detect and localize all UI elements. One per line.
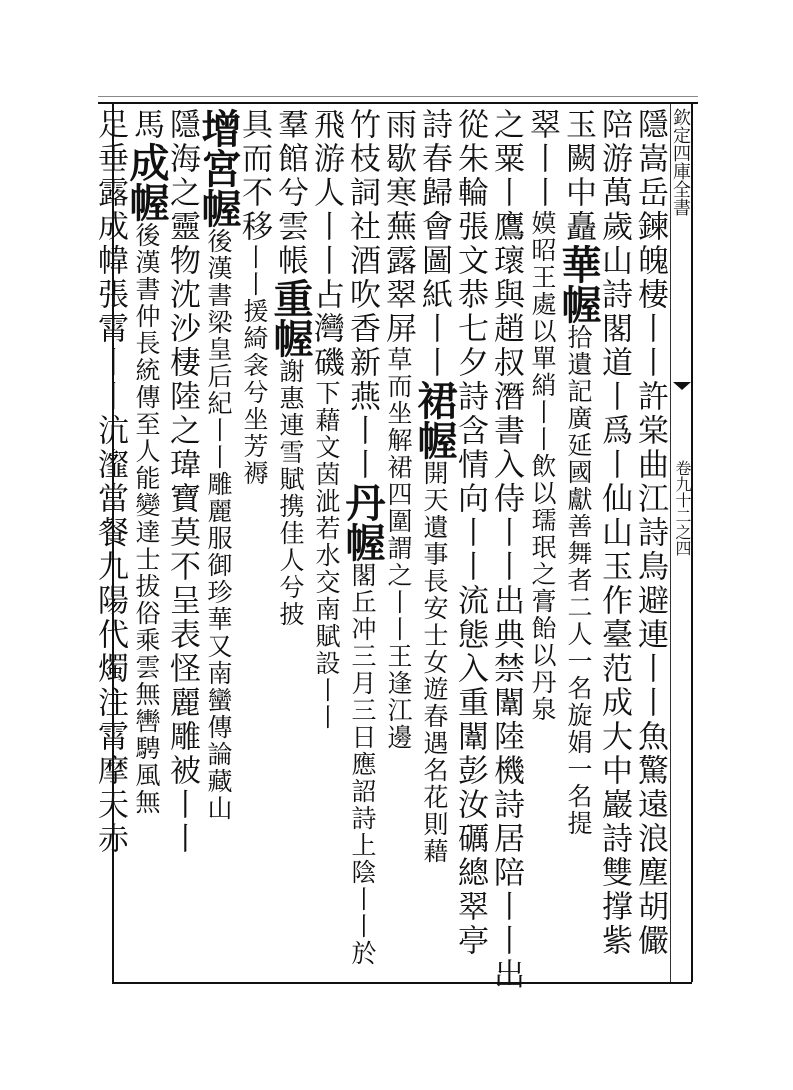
text-column [267, 108, 314, 978]
column-annotation: 謝惠連雪賦携佳人兮披 [276, 358, 305, 628]
text-column [452, 108, 488, 978]
entry-heading: 丹幄 [339, 482, 386, 562]
volume-label: 卷九十二之四 [673, 460, 692, 556]
top-border-thin [98, 96, 698, 97]
column-text: 羣館兮雲帳 [272, 108, 308, 278]
column-annotation: 下藉文茵泚若水交南賦設丨丨 [312, 380, 341, 731]
entry-heading: 華幄 [555, 244, 602, 324]
text-column [488, 108, 524, 992]
column-annotation: 後漢書梁皇后紀丨丨雕麗服御珍華又南蠻傳論藏山 [204, 228, 233, 822]
text-column [596, 108, 632, 978]
column-annotation: 草而坐解裙四圍謂之丨丨王逢江邊 [384, 346, 413, 751]
column-text: 飛游人丨丨占灣磯 [308, 108, 344, 380]
text-column [339, 108, 386, 978]
text-body [92, 108, 668, 992]
column-text: 具而不移 [236, 108, 272, 244]
column-text: 翠丨丨 [524, 108, 560, 210]
text-column [411, 108, 458, 978]
column-annotation: 開天遺事長安士女遊春遇名花則藉 [420, 460, 449, 865]
bottom-border [112, 982, 692, 984]
text-column [92, 108, 128, 978]
center-fold-line [670, 104, 671, 982]
column-text: 詩春歸會圖紙丨丨 [416, 108, 452, 380]
text-column [380, 108, 416, 978]
entry-heading: 裙幄 [411, 380, 458, 460]
fish-tail-mark-icon [672, 380, 692, 396]
text-column [195, 108, 242, 978]
text-column [164, 108, 200, 978]
top-border [98, 102, 698, 104]
entry-heading: 重幄 [267, 278, 314, 358]
entry-heading: 成幄 [123, 142, 170, 222]
text-column [123, 108, 170, 978]
column-annotation: 拾遺記廣延國獻善舞者二人一名旋娟一名提 [564, 324, 593, 837]
column-annotation: 丨丨援綺衾兮坐芳褥 [240, 244, 269, 487]
column-text: 雨歇寒蕪露翠屏 [380, 108, 416, 346]
column-text: 陪游萬歲山詩閣道丨爲丨仙山玉作臺范成大中巖詩雙撑紫 [596, 108, 632, 958]
book-title-label: 欽定四庫全書 [670, 108, 691, 216]
column-annotation: 後漢書仲長統傳至人能變達士拔俗乘雲無轡騁風無 [132, 222, 161, 816]
column-text: 之粟丨鷹瓌與趙叔潛書入侍丨丨出典禁闈陸機詩居陪丨丨出 [488, 108, 524, 992]
column-annotation: 閣丘冲三月三日應詔詩上陰丨丨於 [348, 562, 377, 967]
column-annotation: 嫫昭王處以單綃丨丨飲以瓀珉之膏飴以丹泉 [528, 210, 557, 723]
text-column [524, 108, 560, 978]
column-text: 從朱輪張文恭七夕詩含情向丨丨流態入重闈彭汝礪總翠亭 [452, 108, 488, 958]
text-column [236, 108, 272, 978]
text-column [632, 108, 668, 978]
column-text: 足垂露成幃張霄丨丨沆瀣當餐九陽代燭注霄摩天赤 [92, 108, 128, 856]
column-text: 隱嵩岳鍊魄棲丨丨許棠曲江詩鳥避連丨丨魚驚遠浪塵胡儼 [632, 108, 668, 958]
column-text: 玉闕中矗 [560, 108, 596, 244]
entry-heading: 增宮幄 [195, 108, 242, 228]
column-text: 馬 [128, 108, 164, 142]
column-text: 竹枝詞社酒吹香新燕丨丨 [344, 108, 380, 482]
text-column [555, 108, 602, 978]
column-text: 隱海之靈物沈沙棲陸之瑋寶莫不呈表怪麗雕被丨丨 [164, 108, 200, 856]
